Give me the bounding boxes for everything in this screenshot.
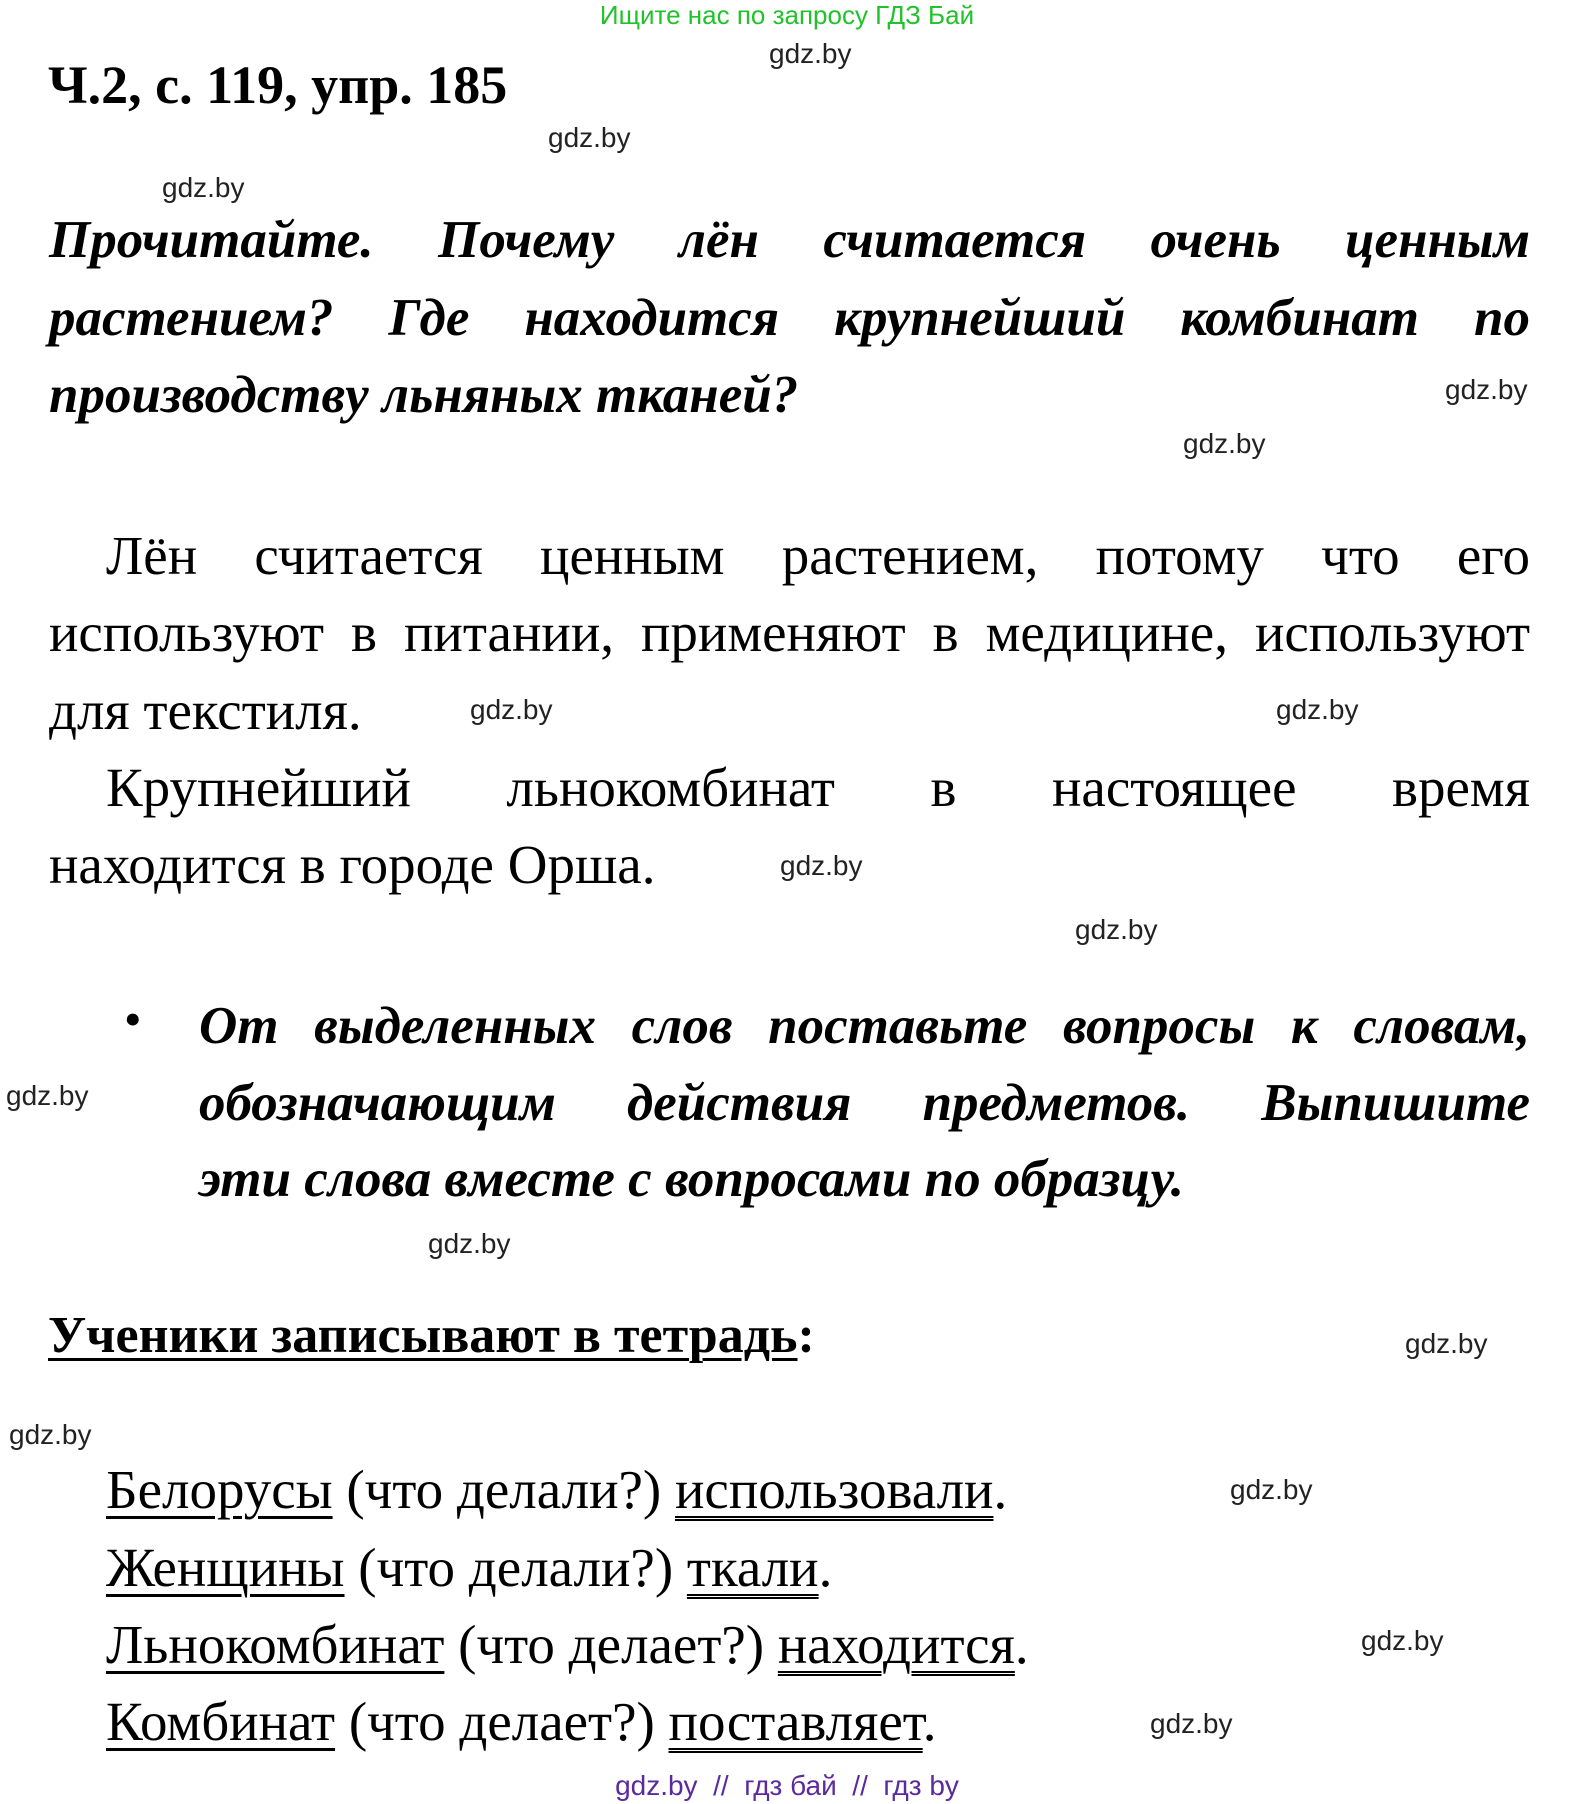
answer-line: Крупнейший льнокомбинат в настоящее время xyxy=(106,757,1530,818)
punct: . xyxy=(922,1691,937,1752)
notebook-row xyxy=(106,1691,937,1752)
instruction-line: От выделенных слов поставьте вопросы к словам, xyxy=(199,997,1530,1055)
footer-links[interactable]: gdz.by // гдз бай // гдз by xyxy=(615,1770,959,1801)
subject: Женщины xyxy=(106,1537,345,1598)
watermark: gdz.by xyxy=(470,694,553,725)
watermark: gdz.by xyxy=(428,1228,511,1259)
watermark: gdz.by xyxy=(1405,1328,1488,1359)
punct: . xyxy=(993,1459,1008,1520)
answer-line: для текстиля. xyxy=(49,680,362,741)
watermark: gdz.by xyxy=(1075,914,1158,945)
question: (что делает?) xyxy=(335,1691,669,1752)
question: (что делали?) xyxy=(332,1459,675,1520)
watermark: gdz.by xyxy=(1230,1474,1313,1505)
watermark: gdz.by xyxy=(780,850,863,881)
answer-line: находится в городе Орша. xyxy=(49,834,656,895)
question: (что делали?) xyxy=(344,1537,687,1598)
heading-text: Ученики записывают в тетрадь xyxy=(48,1307,798,1364)
punct: . xyxy=(818,1537,833,1598)
heading-colon: : xyxy=(797,1307,815,1364)
page-title: Ч.2, с. 119, упр. 185 xyxy=(48,55,508,115)
subject: Льнокомбинат xyxy=(106,1614,445,1675)
watermark: gdz.by xyxy=(1361,1625,1444,1656)
bullet-icon: • xyxy=(124,991,142,1047)
question-line: производству льняных тканей? xyxy=(49,366,799,424)
watermark: gdz.by xyxy=(769,38,852,69)
subject: Белорусы xyxy=(106,1459,333,1520)
watermark: gdz.by xyxy=(1445,374,1528,405)
search-hint-link[interactable]: Ищите нас по запросу ГДЗ Бай xyxy=(599,0,975,30)
watermark: gdz.by xyxy=(1183,428,1266,459)
instruction-line: обозначающим действия предметов. Выпишите xyxy=(199,1074,1530,1132)
question-line: Прочитайте. Почему лён считается очень ценным xyxy=(49,211,1530,269)
predicate: ткали xyxy=(686,1537,819,1598)
watermark: gdz.by xyxy=(1150,1708,1233,1739)
question: (что делает?) xyxy=(444,1614,778,1675)
watermark: gdz.by xyxy=(9,1419,92,1450)
watermark: gdz.by xyxy=(6,1080,89,1111)
subject: Комбинат xyxy=(106,1691,336,1752)
predicate: находится xyxy=(777,1614,1015,1675)
notebook-row xyxy=(106,1537,833,1598)
watermark: gdz.by xyxy=(548,122,631,153)
notebook-row xyxy=(106,1459,1008,1520)
instruction-line: эти слова вместе с вопросами по образцу. xyxy=(199,1150,1185,1208)
answer-line: Лён считается ценным растением, потому что его xyxy=(106,525,1530,586)
notebook-row xyxy=(106,1614,1029,1675)
watermark: gdz.by xyxy=(1276,694,1359,725)
watermark: gdz.by xyxy=(162,172,245,203)
question-line: растением? Где находится крупнейший комбинат по xyxy=(49,289,1530,347)
answer-line: используют в питании, применяют в медицине, используют xyxy=(49,602,1530,663)
punct: . xyxy=(1014,1614,1029,1675)
predicate: использовали xyxy=(674,1459,994,1520)
notebook-heading xyxy=(48,1307,815,1364)
predicate: поставляет xyxy=(668,1691,923,1752)
